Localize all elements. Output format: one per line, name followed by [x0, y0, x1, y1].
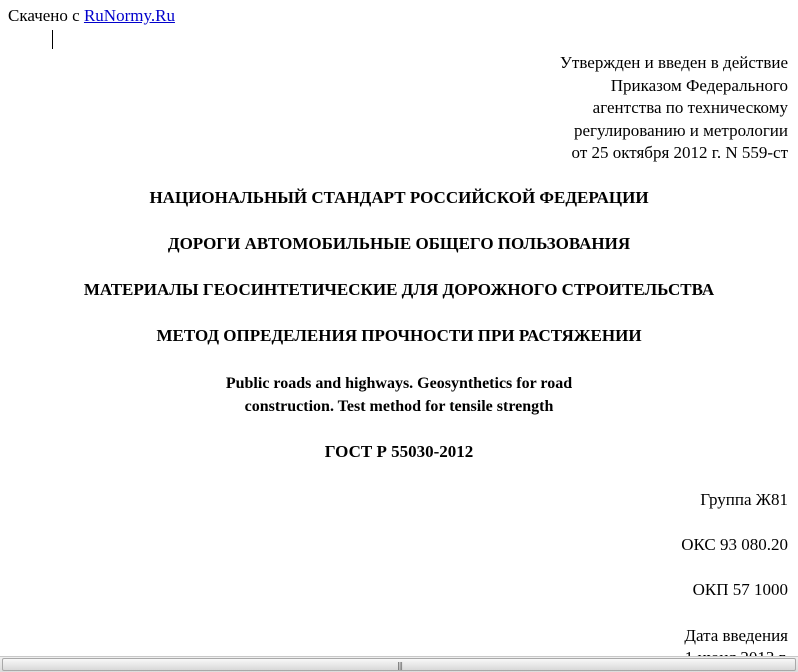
method-heading: МЕТОД ОПРЕДЕЛЕНИЯ ПРОЧНОСТИ ПРИ РАСТЯЖЕНИИ	[156, 326, 642, 345]
source-prefix: Скачено с	[8, 6, 84, 25]
source-link[interactable]: RuNormy.Ru	[83, 6, 175, 25]
approval-line: Приказом Федерального	[610, 75, 788, 95]
group-code: Группа Ж81	[700, 490, 788, 509]
source-line	[8, 6, 175, 26]
date-label: Дата введения	[684, 626, 788, 645]
scrollbar-thumb[interactable]	[2, 658, 796, 671]
gost-number: ГОСТ Р 55030-2012	[324, 442, 474, 461]
english-title-line: construction. Test method for tensile strength	[244, 398, 554, 415]
standard-heading: НАЦИОНАЛЬНЫЙ СТАНДАРТ РОССИЙСКОЙ ФЕДЕРАЦИИ	[149, 188, 649, 207]
grip-icon: |||	[397, 661, 403, 670]
approval-line: Утвержден и введен в действие	[559, 53, 788, 72]
approval-block	[468, 52, 788, 165]
approval-line: агентства по техническому	[592, 98, 788, 118]
road-heading: ДОРОГИ АВТОМОБИЛЬНЫЕ ОБЩЕГО ПОЛЬЗОВАНИЯ	[167, 234, 631, 253]
text-cursor	[52, 30, 53, 49]
english-title-line: Public roads and highways. Geosynthetics for road	[225, 375, 573, 392]
okp-code: ОКП 57 1000	[692, 580, 788, 599]
approval-line: регулированию и метрологии	[573, 120, 788, 140]
english-title	[0, 372, 798, 418]
approval-line: от 25 октября 2012 г. N 559-ст	[571, 143, 788, 163]
materials-heading: МАТЕРИАЛЫ ГЕОСИНТЕТИЧЕСКИЕ ДЛЯ ДОРОЖНОГО СТРОИТЕЛЬСТВА	[83, 280, 715, 299]
oks-code: ОКС 93 080.20	[681, 535, 788, 554]
horizontal-scrollbar[interactable]	[0, 656, 798, 672]
